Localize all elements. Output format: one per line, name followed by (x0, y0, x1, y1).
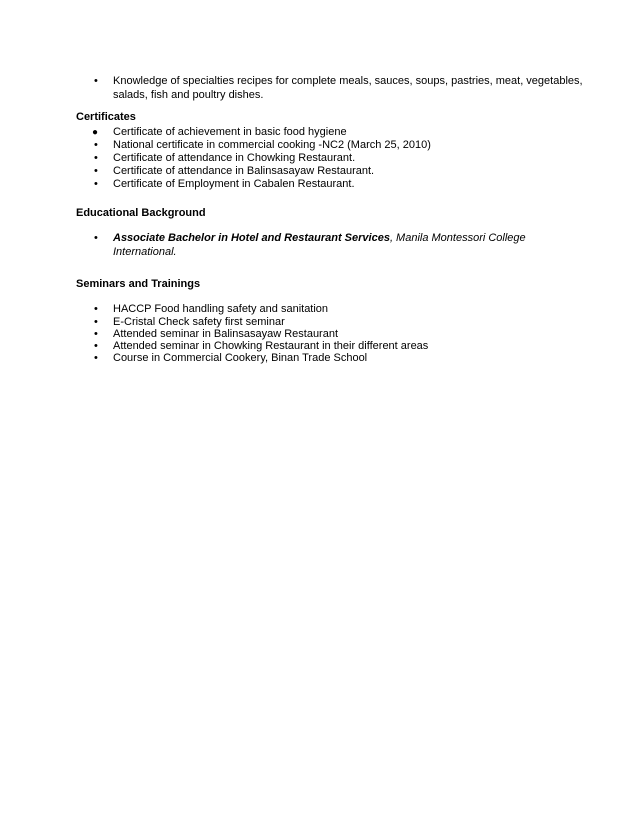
school-name-part1: , Manila Montessori College (389, 232, 526, 244)
seminar-item: Attended seminar in Chowking Restaurant in their different areas (113, 340, 429, 352)
knowledge-text-line1: Knowledge of specialties recipes for complete meals, sauces, soups, pastries, meat, vegetables, (113, 75, 583, 87)
bullet-marker: • (94, 232, 98, 244)
school-name-part2: International. (113, 246, 177, 258)
education-heading: Educational Background (76, 207, 206, 219)
seminar-item: E-Cristal Check safety first seminar (113, 316, 285, 328)
bullet-marker: • (94, 316, 98, 328)
education-entry (113, 232, 526, 245)
certificate-item: Certificate of attendance in Chowking Restaurant. (113, 152, 356, 164)
bullet-marker: • (94, 75, 98, 87)
seminar-item: Attended seminar in Balinsasayaw Restaurant (113, 328, 339, 340)
bullet-marker: • (94, 178, 98, 190)
knowledge-text-line2: salads, fish and poultry dishes. (113, 89, 264, 101)
degree-name: Associate Bachelor in Hotel and Restaurant Services (113, 232, 390, 244)
certificate-item: Certificate of achievement in basic food hygiene (113, 126, 347, 138)
bullet-marker: • (94, 340, 98, 352)
seminar-item: HACCP Food handling safety and sanitation (113, 303, 329, 315)
bullet-marker: • (94, 152, 98, 164)
bullet-marker: • (94, 328, 98, 340)
seminar-item: Course in Commercial Cookery, Binan Trade School (113, 352, 368, 364)
bullet-marker: ● (92, 127, 99, 138)
certificate-item: Certificate of Employment in Cabalen Restaurant. (113, 178, 355, 190)
certificate-item: Certificate of attendance in Balinsasayaw Restaurant. (113, 165, 375, 177)
bullet-marker: • (94, 303, 98, 315)
certificate-item: National certificate in commercial cooking -NC2 (March 25, 2010) (113, 139, 431, 151)
bullet-marker: • (94, 139, 98, 151)
bullet-marker: • (94, 352, 98, 364)
seminars-heading: Seminars and Trainings (76, 278, 201, 290)
certificates-heading: Certificates (76, 111, 136, 123)
bullet-marker: • (94, 165, 98, 177)
